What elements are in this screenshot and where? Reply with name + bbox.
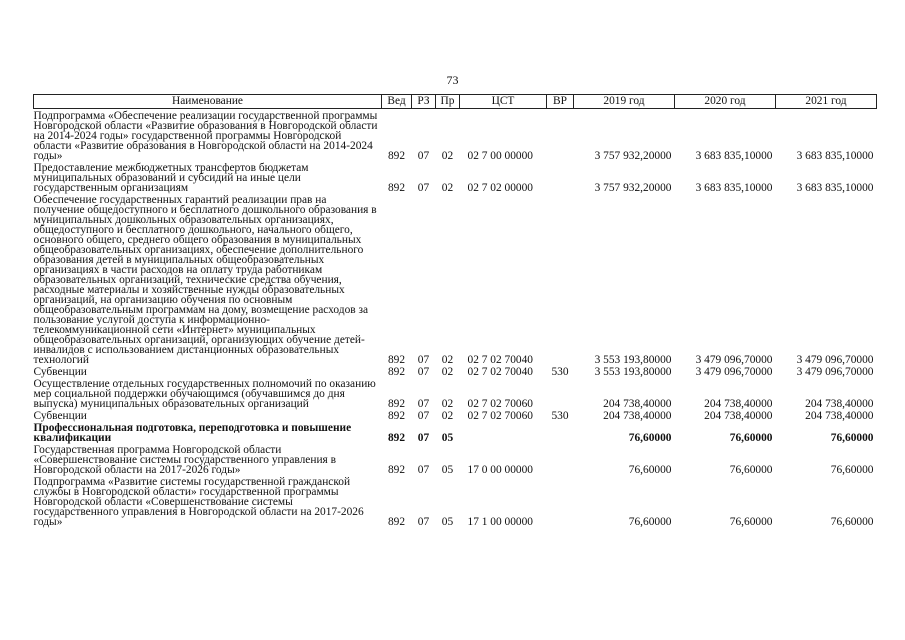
row-ved: 892	[387, 410, 406, 422]
row-pr: 05	[441, 516, 454, 528]
table-row	[34, 109, 877, 162]
row-value-2019: 3 553 193,80000	[594, 366, 672, 378]
row-value-2019: 3 757 932,20000	[594, 150, 672, 162]
row-cst: 02 7 02 70060	[467, 410, 533, 422]
row-rz: 07	[417, 516, 430, 528]
row-value-2020: 3 683 835,10000	[695, 182, 773, 194]
header-2019: 2019 год	[574, 95, 675, 109]
header-rz: РЗ	[412, 95, 436, 109]
row-pr: 05	[441, 464, 454, 476]
row-rz: 07	[417, 150, 430, 162]
row-ved: 892	[387, 182, 406, 194]
row-ved: 892	[387, 150, 406, 162]
table-row	[34, 377, 877, 409]
row-value-2019: 76,60000	[628, 432, 672, 444]
row-ved: 892	[387, 354, 406, 366]
row-pr: 02	[441, 366, 454, 378]
row-cst: 02 7 02 70040	[467, 366, 533, 378]
row-pr: 02	[441, 354, 454, 366]
row-cst	[460, 421, 547, 443]
row-name: Подпрограмма «Развитие системы государственной гражданской службы в Новгородской области» государственной программы Новгородской области «Совершенствование системы государственного управления в Новгородской области на 2017-2026 годы»	[33, 476, 364, 528]
row-ved: 892	[387, 464, 406, 476]
row-rz: 07	[417, 410, 430, 422]
row-value-2019: 3 757 932,20000	[594, 182, 672, 194]
table-row	[34, 443, 877, 475]
row-rz: 07	[417, 464, 430, 476]
table-header-row	[34, 95, 877, 109]
table-body	[34, 109, 877, 528]
header-pr: Пр	[436, 95, 460, 109]
row-name: Подпрограмма «Обеспечение реализации государственной программы Новгородской области «Развитие образования в Новгородской области на 2014-2024 годы» государственной программы Новгородской области «Развитие образования в Новгородской области на 2014-2024 годы»	[33, 110, 378, 162]
row-value-2021: 76,60000	[830, 464, 874, 476]
row-name: Осуществление отдельных государственных полномочий по оказанию мер социальной поддержки обучающимся (обучавшимся до дня выпуска) муниципальных образовательных организаций	[33, 378, 376, 410]
row-value-2019: 76,60000	[628, 464, 672, 476]
row-name: Профессиональная подготовка, переподготовка и повышение квалификации	[33, 422, 352, 444]
table-row	[34, 193, 877, 365]
row-pr: 05	[441, 432, 454, 444]
row-cst: 02 7 02 70060	[467, 398, 533, 410]
row-vr	[547, 443, 574, 475]
header-ved: Вед	[382, 95, 412, 109]
row-pr: 02	[441, 398, 454, 410]
row-value-2020: 76,60000	[729, 516, 773, 528]
table-row	[34, 161, 877, 193]
row-vr	[547, 421, 574, 443]
row-value-2021: 204 738,40000	[805, 398, 874, 410]
row-value-2020: 204 738,40000	[704, 398, 773, 410]
row-rz: 07	[417, 354, 430, 366]
row-name: Государственная программа Новгородской области «Совершенствование системы государственного управления в Новгородской области на 2017-2026 годы»	[33, 444, 337, 476]
row-vr: 530	[551, 410, 569, 422]
row-vr	[547, 377, 574, 409]
row-value-2020: 204 738,40000	[704, 410, 773, 422]
row-vr: 530	[551, 366, 569, 378]
row-value-2020: 3 683 835,10000	[695, 150, 773, 162]
row-value-2019: 3 553 193,80000	[594, 354, 672, 366]
row-vr	[547, 161, 574, 193]
row-pr: 02	[441, 182, 454, 194]
budget-table	[33, 94, 877, 527]
row-cst: 17 1 00 00000	[467, 516, 533, 528]
row-name: Субвенции	[33, 366, 87, 378]
row-value-2021: 3 479 096,70000	[796, 354, 874, 366]
row-value-2019: 76,60000	[628, 516, 672, 528]
table-row	[34, 409, 877, 421]
row-vr	[547, 193, 574, 365]
row-value-2021: 3 683 835,10000	[796, 150, 874, 162]
row-value-2021: 204 738,40000	[805, 410, 874, 422]
row-name: Обеспечение государственных гарантий реализации прав на получение общедоступного и бесплатного дошкольного образования в муниципальных дошкольных образовательных организациях, общедоступного и бесплатного дошкольного, начального общего, основного общего, среднего общего образования в муниципальных общеобразовательных организациях, обеспечение дополнительного образования детей в муниципальных общеобразовательных организациях в части расходов на оплату труда работникам образовательных организаций, технические средства обучения, расходные материалы и хозяйственные нужды образовательных организаций, на организацию обучения по основным общеобразовательным программам на дому, возмещение расходов за пользование услугой доступа к информационно-телекоммуникационной сети «Интернет» муниципальных общеобразовательных организаций, организующих обучение детей-инвалидов с использованием дистанционных образовательных технологий	[33, 194, 377, 366]
table-row	[34, 421, 877, 443]
header-vr: ВР	[547, 95, 574, 109]
row-value-2021: 3 479 096,70000	[796, 366, 874, 378]
row-name: Предоставление межбюджетных трансфертов бюджетам муниципальных образований и субсидий на иные цели государственным организациям	[33, 162, 309, 194]
row-value-2020: 3 479 096,70000	[695, 366, 773, 378]
row-value-2019: 204 738,40000	[603, 410, 672, 422]
row-value-2020: 3 479 096,70000	[695, 354, 773, 366]
row-pr: 02	[441, 410, 454, 422]
row-name: Субвенции	[33, 410, 87, 422]
row-cst: 02 7 02 70040	[467, 354, 533, 366]
row-rz: 07	[417, 398, 430, 410]
row-cst: 02 7 00 00000	[467, 150, 533, 162]
header-2021: 2021 год	[776, 95, 877, 109]
row-rz: 07	[417, 432, 430, 444]
row-vr	[547, 475, 574, 527]
header-name: Наименование	[34, 95, 382, 109]
page-number: 73	[446, 73, 459, 87]
row-ved: 892	[387, 516, 406, 528]
header-2020: 2020 год	[675, 95, 776, 109]
row-pr: 02	[441, 150, 454, 162]
row-rz: 07	[417, 182, 430, 194]
row-ved: 892	[387, 398, 406, 410]
row-value-2019: 204 738,40000	[603, 398, 672, 410]
row-value-2020: 76,60000	[729, 464, 773, 476]
row-value-2021: 3 683 835,10000	[796, 182, 874, 194]
header-cst: ЦСТ	[460, 95, 547, 109]
table-row	[34, 365, 877, 377]
row-rz: 07	[417, 366, 430, 378]
row-vr	[547, 109, 574, 162]
table-row	[34, 475, 877, 527]
row-value-2020: 76,60000	[729, 432, 773, 444]
row-value-2021: 76,60000	[830, 516, 874, 528]
row-value-2021: 76,60000	[830, 432, 874, 444]
row-cst: 02 7 02 00000	[467, 182, 533, 194]
row-ved: 892	[387, 366, 406, 378]
row-cst: 17 0 00 00000	[467, 464, 533, 476]
row-ved: 892	[387, 432, 406, 444]
